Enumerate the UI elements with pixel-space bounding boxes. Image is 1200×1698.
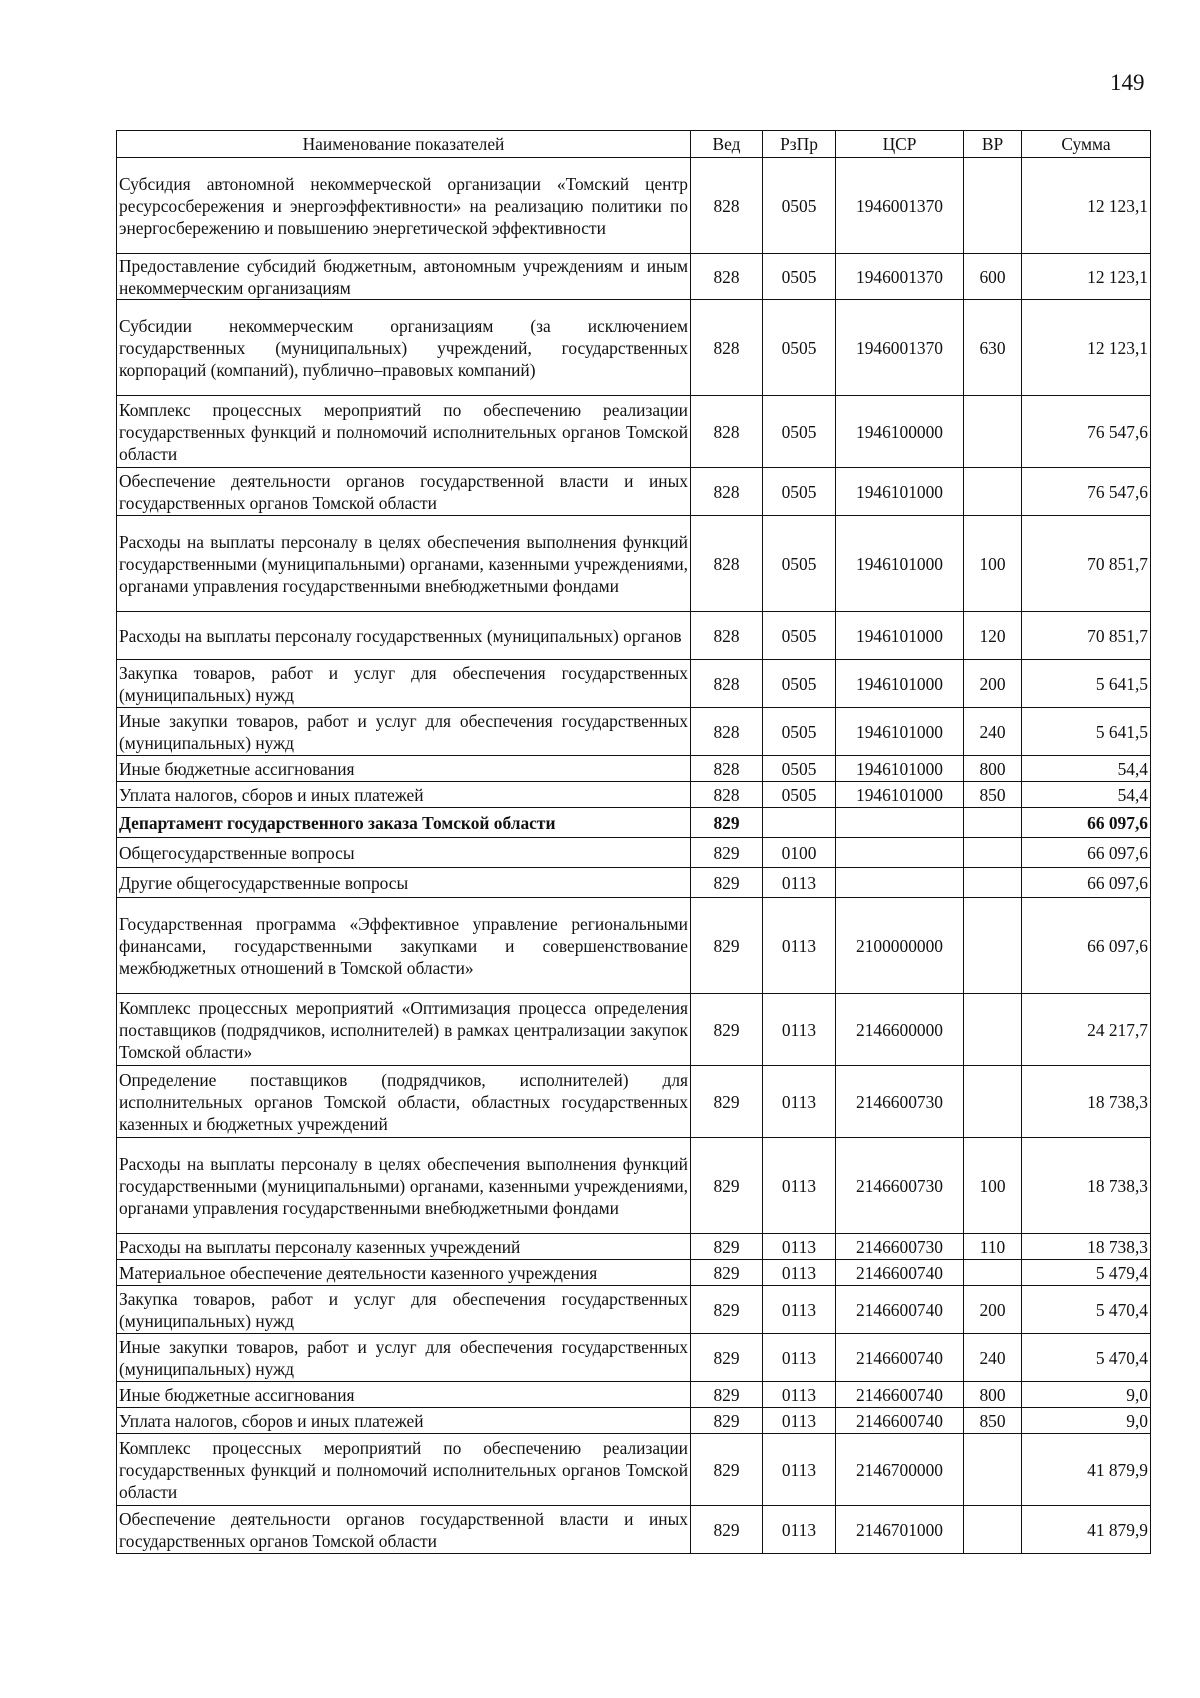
cell-ved: 829 — [691, 1066, 763, 1138]
cell-ved: 829 — [691, 808, 763, 838]
cell-name: Департамент государственного заказа Томской области — [117, 808, 691, 838]
cell-sum: 76 547,6 — [1022, 396, 1151, 468]
cell-vr: 800 — [964, 756, 1022, 782]
cell-vr — [964, 1066, 1022, 1138]
cell-vr: 200 — [964, 660, 1022, 708]
cell-csr: 1946101000 — [836, 612, 964, 660]
cell-sum: 12 123,1 — [1022, 300, 1151, 396]
cell-name: Другие общегосударственные вопросы — [117, 868, 691, 898]
cell-vr: 600 — [964, 254, 1022, 300]
cell-sum: 66 097,6 — [1022, 898, 1151, 994]
cell-name: Уплата налогов, сборов и иных платежей — [117, 1408, 691, 1434]
cell-rzpr: 0505 — [763, 396, 836, 468]
cell-name: Иные бюджетные ассигнования — [117, 756, 691, 782]
cell-name: Материальное обеспечение деятельности казенного учреждения — [117, 1260, 691, 1286]
table-row — [117, 1408, 1151, 1434]
cell-ved: 829 — [691, 1334, 763, 1382]
cell-sum: 70 851,7 — [1022, 612, 1151, 660]
cell-ved: 829 — [691, 1138, 763, 1234]
table-row — [117, 1382, 1151, 1408]
cell-vr: 120 — [964, 612, 1022, 660]
cell-rzpr: 0113 — [763, 994, 836, 1066]
cell-csr: 2100000000 — [836, 898, 964, 994]
cell-csr: 1946101000 — [836, 660, 964, 708]
cell-rzpr: 0100 — [763, 838, 836, 868]
table-row — [117, 1234, 1151, 1260]
cell-rzpr: 0113 — [763, 1334, 836, 1382]
table-row — [117, 994, 1151, 1066]
cell-rzpr: 0505 — [763, 782, 836, 808]
table-row — [117, 1286, 1151, 1334]
cell-name: Предоставление субсидий бюджетным, автономным учреждениям и иным некоммерческим организациям — [117, 254, 691, 300]
cell-csr: 2146701000 — [836, 1506, 964, 1554]
table-row — [117, 1260, 1151, 1286]
cell-rzpr: 0113 — [763, 1408, 836, 1434]
cell-ved: 829 — [691, 1286, 763, 1334]
cell-ved: 828 — [691, 708, 763, 756]
table-row — [117, 300, 1151, 396]
cell-rzpr: 0505 — [763, 468, 836, 516]
cell-vr — [964, 838, 1022, 868]
cell-ved: 829 — [691, 1382, 763, 1408]
cell-name: Комплекс процессных мероприятий по обеспечению реализации государственных функций и полномочий исполнительных органов Томской области — [117, 1434, 691, 1506]
cell-sum: 54,4 — [1022, 756, 1151, 782]
cell-name: Комплекс процессных мероприятий «Оптимизация процесса определения поставщиков (подрядчиков, исполнителей) в рамках централизации закупок Томской области» — [117, 994, 691, 1066]
header-vr: ВР — [964, 131, 1022, 158]
cell-sum: 18 738,3 — [1022, 1066, 1151, 1138]
cell-name: Иные бюджетные ассигнования — [117, 1382, 691, 1408]
cell-ved: 828 — [691, 396, 763, 468]
cell-vr — [964, 994, 1022, 1066]
table-row — [117, 660, 1151, 708]
cell-rzpr: 0113 — [763, 1506, 836, 1554]
cell-name: Расходы на выплаты персоналу в целях обеспечения выполнения функций государственными (муниципальными) органами, казенными учреждениями, органами управления государственными внебюджетными фондами — [117, 516, 691, 612]
cell-sum: 18 738,3 — [1022, 1234, 1151, 1260]
cell-rzpr: 0113 — [763, 1434, 836, 1506]
cell-name: Комплекс процессных мероприятий по обеспечению реализации государственных функций и полномочий исполнительных органов Томской области — [117, 396, 691, 468]
cell-rzpr: 0113 — [763, 1234, 836, 1260]
cell-vr — [964, 808, 1022, 838]
cell-csr: 1946101000 — [836, 516, 964, 612]
cell-sum: 66 097,6 — [1022, 838, 1151, 868]
cell-sum: 12 123,1 — [1022, 158, 1151, 254]
table-row — [117, 612, 1151, 660]
cell-sum: 9,0 — [1022, 1408, 1151, 1434]
table-row — [117, 468, 1151, 516]
cell-rzpr: 0505 — [763, 660, 836, 708]
cell-sum: 54,4 — [1022, 782, 1151, 808]
cell-rzpr: 0505 — [763, 756, 836, 782]
cell-csr: 1946101000 — [836, 708, 964, 756]
cell-csr — [836, 808, 964, 838]
header-csr: ЦСР — [836, 131, 964, 158]
cell-vr: 800 — [964, 1382, 1022, 1408]
table-row — [117, 1138, 1151, 1234]
cell-sum: 76 547,6 — [1022, 468, 1151, 516]
cell-sum: 5 479,4 — [1022, 1260, 1151, 1286]
cell-ved: 829 — [691, 898, 763, 994]
table-row — [117, 254, 1151, 300]
cell-name: Субсидии некоммерческим организациям (за исключением государственных (муниципальных) учреждений, государственных корпораций (компаний), публично–правовых компаний) — [117, 300, 691, 396]
cell-vr: 850 — [964, 782, 1022, 808]
cell-rzpr: 0505 — [763, 708, 836, 756]
cell-name: Государственная программа «Эффективное управление региональными финансами, государственными закупками и совершенствование межбюджетных отношений в Томской области» — [117, 898, 691, 994]
header-sum: Сумма — [1022, 131, 1151, 158]
cell-vr — [964, 868, 1022, 898]
table-row — [117, 1066, 1151, 1138]
budget-table — [116, 130, 1151, 1554]
cell-csr: 2146600730 — [836, 1066, 964, 1138]
cell-ved: 828 — [691, 756, 763, 782]
cell-ved: 829 — [691, 1260, 763, 1286]
cell-name: Обеспечение деятельности органов государственной власти и иных государственных органов Томской области — [117, 468, 691, 516]
header-ved: Вед — [691, 131, 763, 158]
cell-ved: 829 — [691, 1506, 763, 1554]
table-row — [117, 1506, 1151, 1554]
table-row — [117, 1334, 1151, 1382]
cell-ved: 829 — [691, 838, 763, 868]
cell-rzpr: 0505 — [763, 612, 836, 660]
header-rzpr: РзПр — [763, 131, 836, 158]
cell-csr: 2146700000 — [836, 1434, 964, 1506]
cell-sum: 5 470,4 — [1022, 1334, 1151, 1382]
table-row — [117, 516, 1151, 612]
cell-vr: 240 — [964, 1334, 1022, 1382]
cell-vr: 110 — [964, 1234, 1022, 1260]
table-row — [117, 782, 1151, 808]
cell-vr — [964, 1260, 1022, 1286]
table-body — [117, 158, 1151, 1554]
cell-vr: 630 — [964, 300, 1022, 396]
cell-name: Иные закупки товаров, работ и услуг для обеспечения государственных (муниципальных) нужд — [117, 708, 691, 756]
cell-vr: 200 — [964, 1286, 1022, 1334]
cell-name: Определение поставщиков (подрядчиков, исполнителей) для исполнительных органов Томской области, областных государственных казенных и бюджетных учреждений — [117, 1066, 691, 1138]
cell-vr: 100 — [964, 1138, 1022, 1234]
cell-name: Закупка товаров, работ и услуг для обеспечения государственных (муниципальных) нужд — [117, 660, 691, 708]
cell-sum: 5 470,4 — [1022, 1286, 1151, 1334]
cell-sum: 66 097,6 — [1022, 868, 1151, 898]
cell-csr: 2146600740 — [836, 1334, 964, 1382]
cell-vr — [964, 158, 1022, 254]
cell-sum: 70 851,7 — [1022, 516, 1151, 612]
cell-csr: 1946100000 — [836, 396, 964, 468]
cell-csr: 2146600730 — [836, 1138, 964, 1234]
cell-ved: 829 — [691, 994, 763, 1066]
cell-vr: 100 — [964, 516, 1022, 612]
table-row — [117, 838, 1151, 868]
table-row — [117, 808, 1151, 838]
cell-name: Уплата налогов, сборов и иных платежей — [117, 782, 691, 808]
table-row — [117, 756, 1151, 782]
cell-ved: 829 — [691, 1408, 763, 1434]
table-row — [117, 158, 1151, 254]
cell-name: Иные закупки товаров, работ и услуг для обеспечения государственных (муниципальных) нужд — [117, 1334, 691, 1382]
table-row — [117, 396, 1151, 468]
cell-csr: 2146600000 — [836, 994, 964, 1066]
cell-rzpr: 0113 — [763, 1286, 836, 1334]
cell-csr — [836, 868, 964, 898]
cell-name: Общегосударственные вопросы — [117, 838, 691, 868]
cell-name: Закупка товаров, работ и услуг для обеспечения государственных (муниципальных) нужд — [117, 1286, 691, 1334]
cell-vr — [964, 1434, 1022, 1506]
cell-rzpr: 0113 — [763, 868, 836, 898]
cell-csr — [836, 838, 964, 868]
table-row — [117, 868, 1151, 898]
cell-rzpr: 0113 — [763, 1138, 836, 1234]
cell-rzpr: 0505 — [763, 158, 836, 254]
cell-name: Расходы на выплаты персоналу казенных учреждений — [117, 1234, 691, 1260]
cell-csr: 1946001370 — [836, 300, 964, 396]
cell-ved: 828 — [691, 468, 763, 516]
cell-ved: 828 — [691, 660, 763, 708]
cell-ved: 828 — [691, 254, 763, 300]
table-row — [117, 1434, 1151, 1506]
cell-csr: 2146600740 — [836, 1382, 964, 1408]
cell-ved: 828 — [691, 612, 763, 660]
cell-ved: 828 — [691, 300, 763, 396]
cell-rzpr: 0113 — [763, 898, 836, 994]
cell-name: Субсидия автономной некоммерческой организации «Томский центр ресурсосбережения и энергоэффективности» на реализацию политики по энергосбережению и повышению энергетической эффективности — [117, 158, 691, 254]
header-name: Наименование показателей — [117, 131, 691, 158]
table-header-row — [117, 131, 1151, 158]
cell-sum: 41 879,9 — [1022, 1434, 1151, 1506]
cell-ved: 828 — [691, 158, 763, 254]
cell-rzpr: 0505 — [763, 254, 836, 300]
cell-ved: 829 — [691, 1234, 763, 1260]
cell-ved: 829 — [691, 868, 763, 898]
cell-sum: 41 879,9 — [1022, 1506, 1151, 1554]
cell-rzpr: 0113 — [763, 1066, 836, 1138]
cell-sum: 9,0 — [1022, 1382, 1151, 1408]
cell-rzpr: 0113 — [763, 1382, 836, 1408]
cell-rzpr: 0505 — [763, 300, 836, 396]
table-row — [117, 898, 1151, 994]
cell-sum: 18 738,3 — [1022, 1138, 1151, 1234]
cell-vr — [964, 396, 1022, 468]
cell-rzpr: 0505 — [763, 516, 836, 612]
cell-csr: 2146600730 — [836, 1234, 964, 1260]
cell-csr: 1946001370 — [836, 254, 964, 300]
cell-csr: 2146600740 — [836, 1260, 964, 1286]
cell-name: Обеспечение деятельности органов государственной власти и иных государственных органов Томской области — [117, 1506, 691, 1554]
cell-sum: 5 641,5 — [1022, 660, 1151, 708]
cell-name: Расходы на выплаты персоналу в целях обеспечения выполнения функций государственными (муниципальными) органами, казенными учреждениями, органами управления государственными внебюджетными фондами — [117, 1138, 691, 1234]
cell-name: Расходы на выплаты персоналу государственных (муниципальных) органов — [117, 612, 691, 660]
page-number: 149 — [1110, 70, 1145, 95]
table-row — [117, 708, 1151, 756]
cell-vr: 240 — [964, 708, 1022, 756]
cell-sum: 66 097,6 — [1022, 808, 1151, 838]
cell-ved: 828 — [691, 782, 763, 808]
cell-rzpr: 0113 — [763, 1260, 836, 1286]
cell-csr: 1946101000 — [836, 782, 964, 808]
cell-csr: 2146600740 — [836, 1408, 964, 1434]
cell-vr — [964, 1506, 1022, 1554]
cell-vr — [964, 898, 1022, 994]
cell-csr: 1946001370 — [836, 158, 964, 254]
cell-sum: 24 217,7 — [1022, 994, 1151, 1066]
cell-ved: 829 — [691, 1434, 763, 1506]
cell-csr: 1946101000 — [836, 756, 964, 782]
cell-rzpr — [763, 808, 836, 838]
cell-sum: 5 641,5 — [1022, 708, 1151, 756]
cell-csr: 1946101000 — [836, 468, 964, 516]
cell-vr — [964, 468, 1022, 516]
cell-vr: 850 — [964, 1408, 1022, 1434]
cell-sum: 12 123,1 — [1022, 254, 1151, 300]
cell-csr: 2146600740 — [836, 1286, 964, 1334]
cell-ved: 828 — [691, 516, 763, 612]
